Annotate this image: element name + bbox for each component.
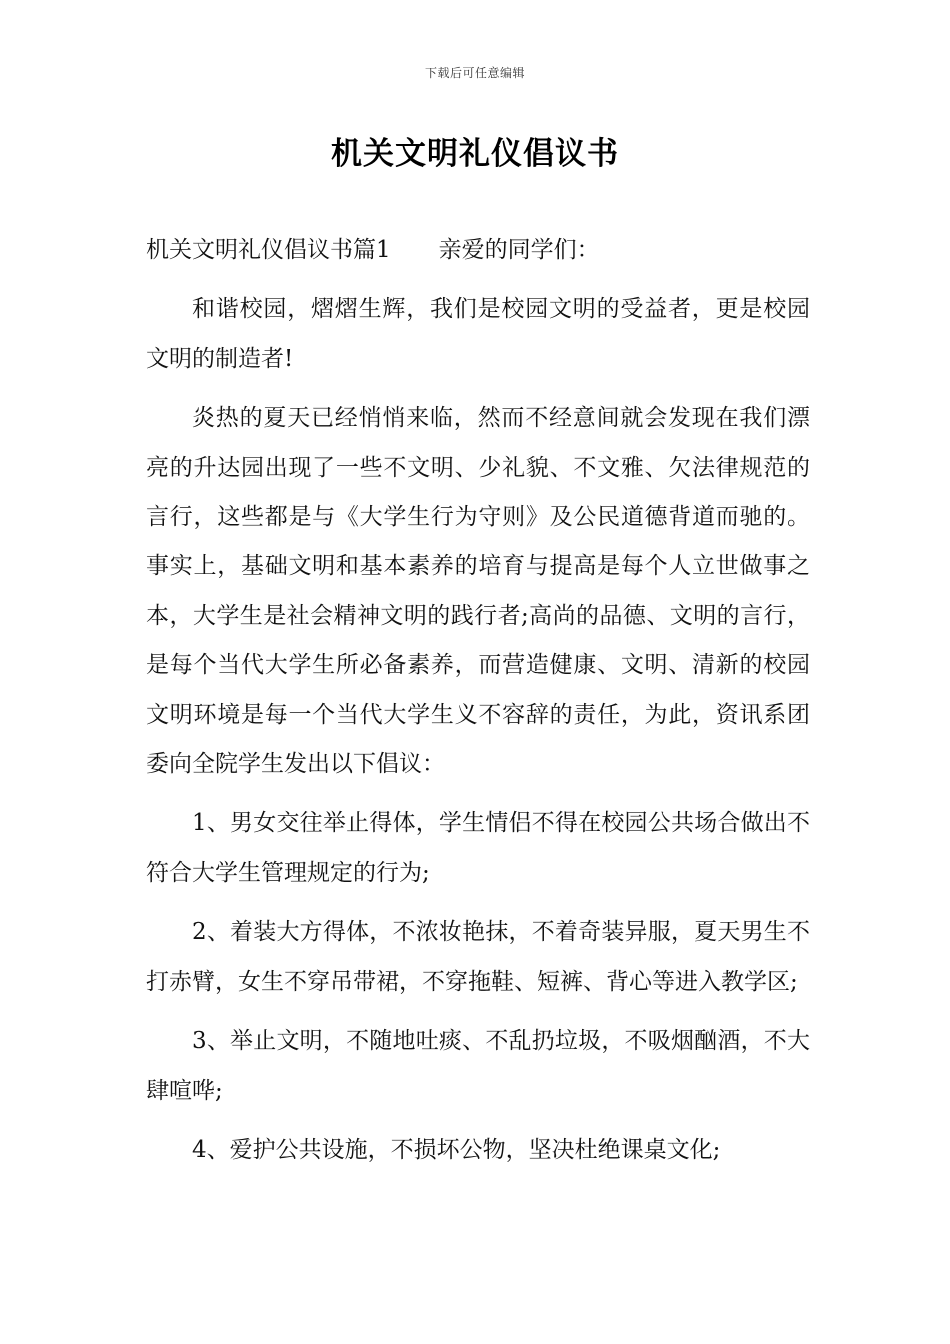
header-note: 下载后可任意编辑 bbox=[424, 66, 525, 80]
paragraph-6: 4、爱护公共设施，不损坏公物，坚决杜绝课桌文化; bbox=[192, 1136, 721, 1163]
salutation: 亲爱的同学们： bbox=[438, 237, 600, 263]
document-body bbox=[146, 226, 810, 1185]
paragraph-3: 1、男女交往举止得体，学生情侣不得在校园公共场合做出不符合大学生管理规定的行为; bbox=[146, 810, 810, 886]
paragraph-2: 炎热的夏天已经悄悄来临，然而不经意间就会发现在我们漂亮的升达园出现了一些不文明、少礼貌、不文雅、欠法律规范的言行，这些都是与《大学生行为守则》及公民道德背道而驰的。事实上，基础文明和基本素养的培育与提高是每个人立世做事之本，大学生是社会精神文明的践行者;高尚的品德、文明的言行，是每个当代大学生所必备素养，而营造健康、文明、清新的校园文明环境是每一个当代大学生义不容辞的责任，为此，资讯系团委向全院学生发出以下倡议： bbox=[146, 405, 810, 778]
paragraph-4: 2、着装大方得体，不浓妆艳抹，不着奇装异服，夏天男生不打赤臂，女生不穿吊带裙，不穿拖鞋、短裤、背心等进入教学区; bbox=[146, 919, 810, 995]
paragraph-5: 3、举止文明，不随地吐痰、不乱扔垃圾，不吸烟酗酒，不大肆喧哗; bbox=[146, 1028, 810, 1104]
document-title: 机关文明礼仪倡议书 bbox=[331, 136, 619, 172]
intro-line bbox=[146, 226, 810, 275]
paragraph-1: 和谐校园，熠熠生辉，我们是校园文明的受益者，更是校园文明的制造者! bbox=[146, 296, 810, 372]
intro-heading: 机关文明礼仪倡议书篇1 bbox=[146, 237, 391, 263]
